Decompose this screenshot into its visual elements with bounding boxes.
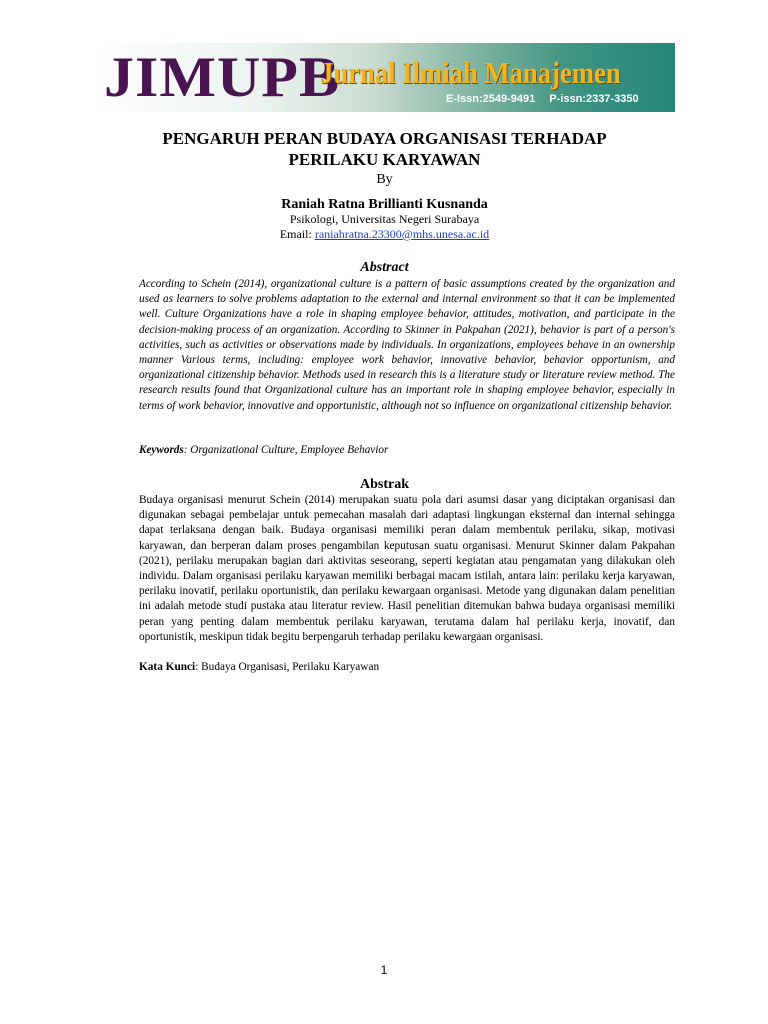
eissn: E-Issn:2549-9491	[446, 93, 536, 105]
pissn: P-issn:2337-3350	[549, 93, 639, 105]
abstract-body: According to Schein (2014), organizational culture is a pattern of basic assumptions created by the organization and used as learners to solve problems adaptation to the external and internal environment so that it can be implemented well. Culture Organizations have a role in shaping employee behavior, attitudes, motivation, and participate in the decision-making process of an organization. According to Skinner in Pakpahan (2021), behavior is part of a person's activities, such as activities or observations made by individuals. In organizations, employees behave in an ownership manner Various terms, including: employee work behavior, innovative behavior, behavior opportunism, and organizational citizenship behavior. Methods used in research this is a literature study or literature review method. The research results found that Organizational culture has an important role in shaping employee behavior, especially in terms of work behavior, innovative and opportunistic, although not so influence on organizational citizenship behavior.	[139, 278, 675, 412]
kata-kunci-text: : Budaya Organisasi, Perilaku Karyawan	[195, 661, 380, 673]
author-name: Raniah Ratna Brillianti Kusnanda	[281, 197, 488, 212]
paper-title-line-1: PENGARUH PERAN BUDAYA ORGANISASI TERHADAP	[162, 129, 607, 148]
abstrak-body: Budaya organisasi menurut Schein (2014) merupakan suatu pola dari asumsi dasar yang diciptakan organisasi dan digunakan sebagai pembelajar untuk pemecahan masalah dari adaptasi lingkungan eksternal dan internal sehingga dapat terlaksana dengan baik. Budaya organisasi memiliki peran dalam membentuk perilaku, sikap, motivasi karyawan, dan berperan dalam proses pengambilan keputusan suatu organisasi. Menurut Skinner dalam Pakpahan (2021), perilaku merupakan bagian dari aktivitas seseorang, seperti kegiatan atau pengamatan yang dilakukan oleh individu. Dalam organisasi perilaku karyawan memiliki berbagai macam istilah, antara lain: perilaku kerja karyawan, perilaku inovatif, perilaku oportunistik, dan perilaku kewargaan organisasi. Metode yang digunakan dalam penelitian ini adalah metode studi pustaka atau literatur review. Hasil penelitian ditemukan bahwa budaya organisasi memiliki peran yang penting dalam membentuk perilaku karyawan, terutama dalam hal perilaku kerja, inovatif, dan oportunistik, meskipun tidak begitu berpengaruh terhadap perilaku kewargaan organisasi.	[139, 494, 675, 643]
kata-kunci-label: Kata Kunci	[139, 661, 196, 673]
keywords-label: Keywords	[139, 444, 184, 456]
abstrak-heading: Abstrak	[359, 477, 409, 492]
abstract-keywords	[139, 443, 675, 458]
abstrak-keywords	[139, 660, 675, 675]
keywords-text: : Organizational Culture, Employee Behavior	[183, 444, 389, 456]
email-label: Email:	[279, 227, 315, 241]
abstract-heading: Abstract	[360, 260, 409, 275]
paper-title	[94, 128, 675, 170]
by-label: By	[376, 172, 393, 187]
email-link[interactable]: raniahratna.23300@mhs.unesa.ac.id	[314, 227, 490, 241]
journal-name: Jurnal Ilmiah Manajemen	[320, 55, 621, 90]
page-number: 1	[380, 963, 388, 977]
author-email	[94, 227, 675, 242]
author-affiliation: Psikologi, Universitas Negeri Surabaya	[289, 212, 480, 226]
journal-issn	[446, 93, 639, 105]
journal-banner	[94, 43, 675, 112]
journal-logo: JIMUPB	[104, 45, 340, 109]
paper-title-line-2: PERILAKU KARYAWAN	[288, 150, 481, 169]
